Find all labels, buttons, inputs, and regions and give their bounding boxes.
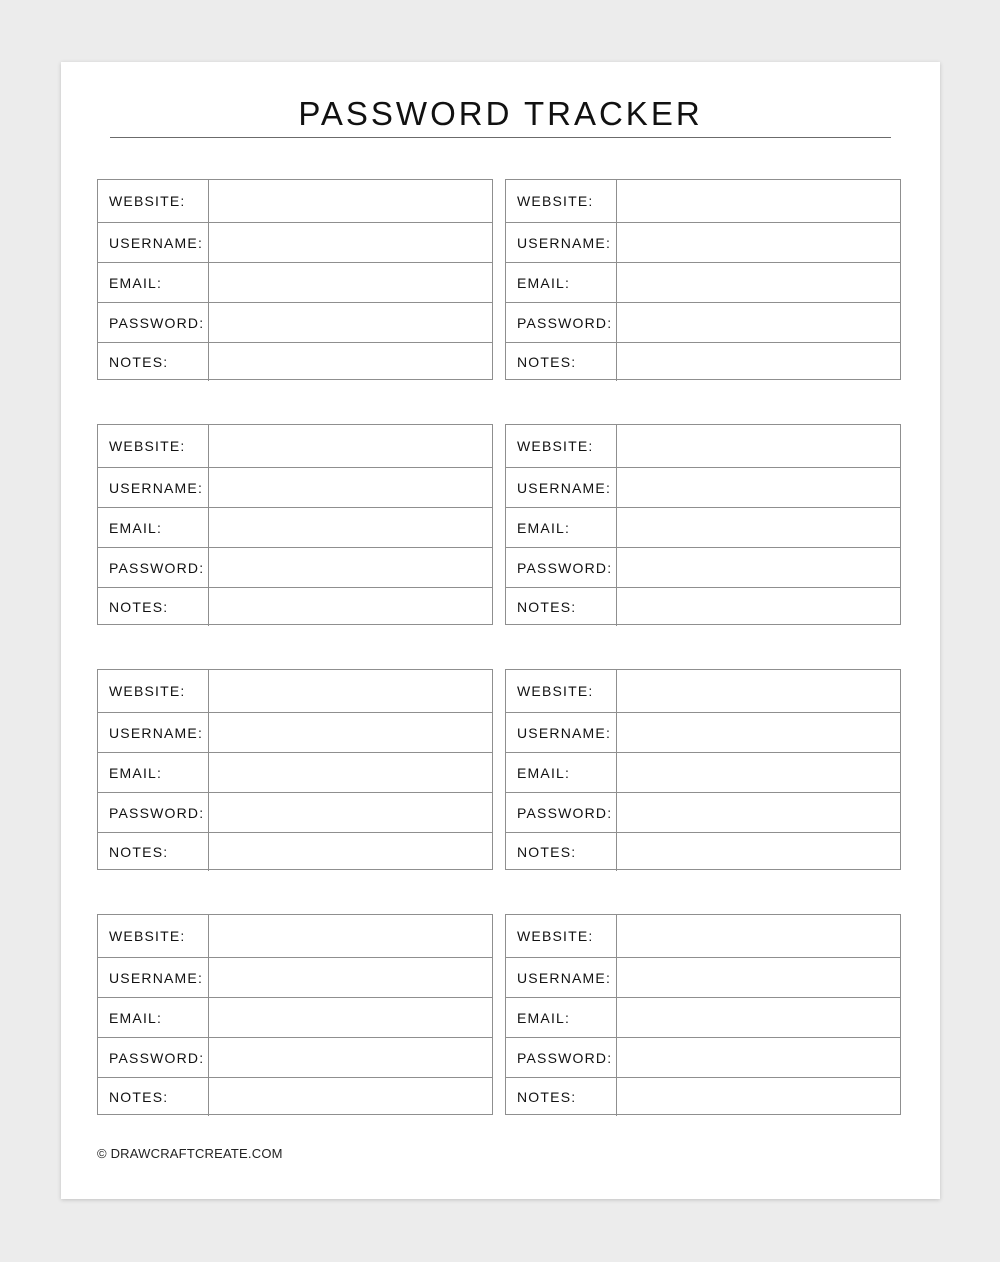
notes-field[interactable] <box>209 588 492 626</box>
email-label: EMAIL: <box>98 263 209 302</box>
entry-row-website <box>98 425 492 468</box>
email-field[interactable] <box>209 263 492 302</box>
entry-row-notes <box>98 1078 492 1116</box>
notes-label: NOTES: <box>98 833 209 871</box>
website-field[interactable] <box>209 425 492 467</box>
website-field[interactable] <box>617 670 900 712</box>
username-label: USERNAME: <box>506 713 617 752</box>
username-field[interactable] <box>617 713 900 752</box>
website-field[interactable] <box>209 180 492 222</box>
entry-row-username <box>506 958 900 998</box>
username-field[interactable] <box>209 223 492 262</box>
entry-row-email <box>98 263 492 303</box>
entry-row-website <box>506 425 900 468</box>
entry-row-password <box>98 303 492 343</box>
password-label: PASSWORD: <box>506 548 617 587</box>
username-field[interactable] <box>617 958 900 997</box>
entry-row-notes <box>506 1078 900 1116</box>
notes-label: NOTES: <box>98 343 209 381</box>
website-label: WEBSITE: <box>506 425 617 467</box>
username-field[interactable] <box>209 713 492 752</box>
password-entry-card <box>97 914 493 1115</box>
entry-row-password <box>98 1038 492 1078</box>
entry-row-notes <box>506 343 900 381</box>
entry-row-email <box>98 508 492 548</box>
password-field[interactable] <box>617 793 900 832</box>
entry-row-password <box>98 793 492 833</box>
notes-field[interactable] <box>209 1078 492 1116</box>
email-label: EMAIL: <box>506 998 617 1037</box>
entry-row-website <box>98 915 492 958</box>
password-label: PASSWORD: <box>506 1038 617 1077</box>
title-divider <box>110 137 891 138</box>
password-label: PASSWORD: <box>98 548 209 587</box>
username-field[interactable] <box>617 223 900 262</box>
entry-row-username <box>98 713 492 753</box>
email-field[interactable] <box>617 263 900 302</box>
website-label: WEBSITE: <box>98 915 209 957</box>
entry-row-username <box>506 468 900 508</box>
website-label: WEBSITE: <box>506 670 617 712</box>
password-field[interactable] <box>617 548 900 587</box>
entry-row-email <box>98 753 492 793</box>
entry-row-username <box>98 468 492 508</box>
username-label: USERNAME: <box>98 223 209 262</box>
password-field[interactable] <box>617 1038 900 1077</box>
email-label: EMAIL: <box>98 508 209 547</box>
website-label: WEBSITE: <box>98 670 209 712</box>
website-field[interactable] <box>617 425 900 467</box>
entry-row-email <box>98 998 492 1038</box>
website-field[interactable] <box>617 180 900 222</box>
website-label: WEBSITE: <box>506 180 617 222</box>
entry-row-username <box>506 223 900 263</box>
password-entry-card <box>505 424 901 625</box>
password-entry-card <box>97 179 493 380</box>
password-label: PASSWORD: <box>506 303 617 342</box>
entry-row-password <box>506 303 900 343</box>
entry-row-website <box>98 670 492 713</box>
password-field[interactable] <box>209 1038 492 1077</box>
notes-field[interactable] <box>617 343 900 381</box>
notes-label: NOTES: <box>506 588 617 626</box>
email-label: EMAIL: <box>98 998 209 1037</box>
password-label: PASSWORD: <box>98 303 209 342</box>
notes-label: NOTES: <box>98 1078 209 1116</box>
entry-row-website <box>506 915 900 958</box>
entry-row-password <box>506 548 900 588</box>
notes-label: NOTES: <box>506 833 617 871</box>
website-label: WEBSITE: <box>506 915 617 957</box>
entry-row-username <box>506 713 900 753</box>
entry-row-password <box>506 793 900 833</box>
email-field[interactable] <box>617 508 900 547</box>
email-field[interactable] <box>209 508 492 547</box>
username-label: USERNAME: <box>98 468 209 507</box>
password-entry-card <box>97 669 493 870</box>
email-label: EMAIL: <box>506 508 617 547</box>
page-title: PASSWORD TRACKER <box>298 95 703 132</box>
email-label: EMAIL: <box>506 753 617 792</box>
username-field[interactable] <box>617 468 900 507</box>
password-entry-card <box>97 424 493 625</box>
email-field[interactable] <box>617 753 900 792</box>
email-label: EMAIL: <box>506 263 617 302</box>
copyright-footer: © DRAWCRAFTCREATE.COM <box>97 1146 283 1161</box>
entry-row-website <box>506 670 900 713</box>
password-entry-card <box>505 914 901 1115</box>
entry-row-notes <box>506 588 900 626</box>
entry-row-username <box>98 958 492 998</box>
website-field[interactable] <box>617 915 900 957</box>
notes-label: NOTES: <box>506 343 617 381</box>
entry-row-email <box>506 753 900 793</box>
tracker-page <box>61 62 940 1199</box>
email-field[interactable] <box>209 753 492 792</box>
entry-row-notes <box>98 343 492 381</box>
password-field[interactable] <box>209 303 492 342</box>
username-label: USERNAME: <box>98 958 209 997</box>
website-label: WEBSITE: <box>98 425 209 467</box>
password-label: PASSWORD: <box>98 793 209 832</box>
notes-field[interactable] <box>617 588 900 626</box>
website-field[interactable] <box>209 670 492 712</box>
username-label: USERNAME: <box>98 713 209 752</box>
notes-field[interactable] <box>617 1078 900 1116</box>
username-field[interactable] <box>209 958 492 997</box>
website-label: WEBSITE: <box>98 180 209 222</box>
password-field[interactable] <box>209 548 492 587</box>
notes-field[interactable] <box>209 343 492 381</box>
password-label: PASSWORD: <box>98 1038 209 1077</box>
entry-row-website <box>506 180 900 223</box>
entry-row-password <box>98 548 492 588</box>
password-field[interactable] <box>617 303 900 342</box>
password-field[interactable] <box>209 793 492 832</box>
email-field[interactable] <box>209 998 492 1037</box>
entry-row-email <box>506 998 900 1038</box>
notes-field[interactable] <box>617 833 900 871</box>
entry-row-email <box>506 263 900 303</box>
notes-label: NOTES: <box>506 1078 617 1116</box>
entry-row-password <box>506 1038 900 1078</box>
entry-row-username <box>98 223 492 263</box>
password-entry-card <box>505 669 901 870</box>
website-field[interactable] <box>209 915 492 957</box>
username-label: USERNAME: <box>506 468 617 507</box>
email-label: EMAIL: <box>98 753 209 792</box>
entry-row-notes <box>506 833 900 871</box>
email-field[interactable] <box>617 998 900 1037</box>
username-field[interactable] <box>209 468 492 507</box>
notes-label: NOTES: <box>98 588 209 626</box>
entry-row-notes <box>98 588 492 626</box>
username-label: USERNAME: <box>506 223 617 262</box>
password-label: PASSWORD: <box>506 793 617 832</box>
entry-row-email <box>506 508 900 548</box>
entry-row-website <box>98 180 492 223</box>
username-label: USERNAME: <box>506 958 617 997</box>
entry-row-notes <box>98 833 492 871</box>
notes-field[interactable] <box>209 833 492 871</box>
password-entry-card <box>505 179 901 380</box>
